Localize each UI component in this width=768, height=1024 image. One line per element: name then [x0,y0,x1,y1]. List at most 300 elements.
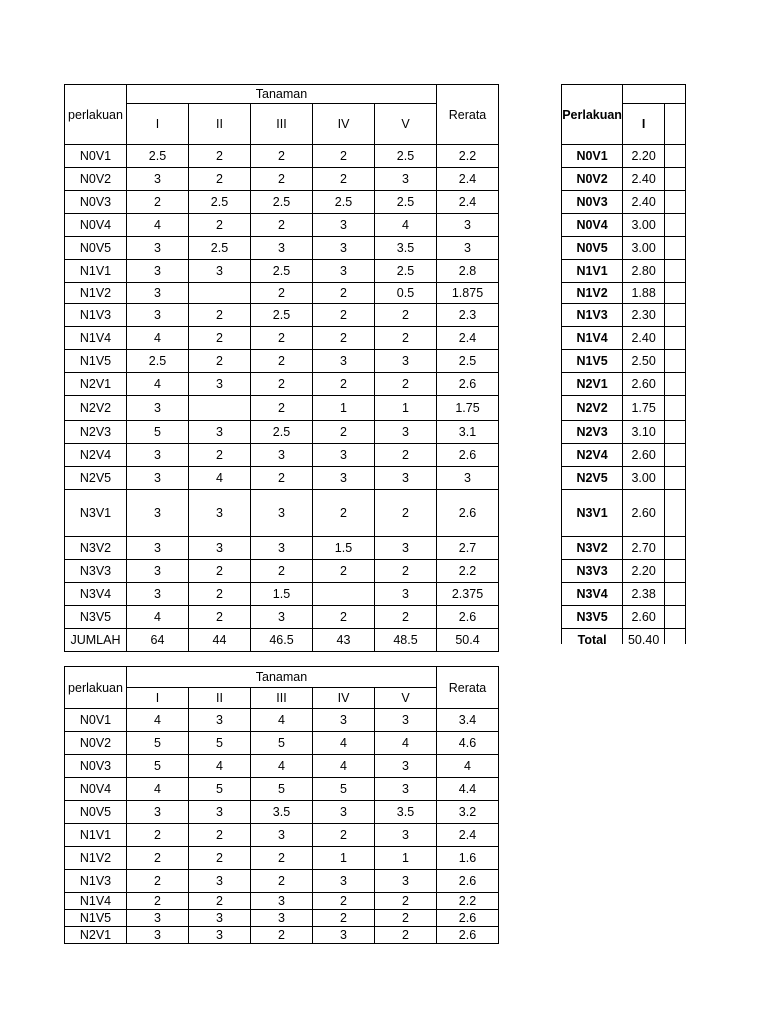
table-cell: 3 [127,396,189,421]
table-cell: 2.5 [313,191,375,214]
table-cell [189,396,251,421]
row-label: N2V1 [65,373,127,396]
table-cell: 2 [251,560,313,583]
table-cell [665,327,686,350]
table-cell: 64 [127,629,189,652]
row-label: N3V1 [562,490,623,537]
table-row [65,373,499,396]
header-col: III [251,104,313,145]
table-cell: 1 [313,847,375,870]
table-row [65,490,499,537]
table-cell: 4 [313,755,375,778]
table-cell: 3.4 [437,709,499,732]
table-cell: 3 [127,283,189,304]
row-label: N0V1 [562,145,623,168]
table-cell: 2.7 [437,537,499,560]
table-cell: 2.5 [189,191,251,214]
table-cell: 3 [189,537,251,560]
table-cell: 2 [189,560,251,583]
table-row [562,214,686,237]
table-cell [665,537,686,560]
header-perlakuan: perlakuan [65,85,127,145]
table-cell: 3 [251,824,313,847]
table-cell: 2 [375,910,437,927]
table-cell: 2 [375,893,437,910]
table-cell: 3 [127,537,189,560]
row-label: N3V5 [65,606,127,629]
table-row [65,327,499,350]
table-2-clip [561,84,686,644]
table-cell: 50.40 [623,629,665,645]
table-cell: 2.50 [623,350,665,373]
table-cell: 1.75 [437,396,499,421]
table-row [562,560,686,583]
table-row [562,304,686,327]
row-label: N2V4 [562,444,623,467]
row-label: N3V3 [562,560,623,583]
row-label: N3V3 [65,560,127,583]
table-cell: 2 [189,145,251,168]
table-row [65,304,499,327]
table-cell: 2.80 [623,260,665,283]
table-cell: 2 [251,145,313,168]
table-cell [665,304,686,327]
table-row [562,421,686,444]
table-cell: 2 [313,283,375,304]
table-cell: 3 [127,260,189,283]
row-label: N3V4 [562,583,623,606]
table-cell: 2 [375,304,437,327]
table-cell: 2 [375,606,437,629]
table-cell: 3 [313,870,375,893]
table-cell: 5 [127,732,189,755]
row-label: N1V2 [562,283,623,304]
table-cell: 2 [313,606,375,629]
table-cell: 2 [127,847,189,870]
table-cell: 3 [375,755,437,778]
table-cell: 2.4 [437,191,499,214]
table-cell: 3 [189,801,251,824]
table-cell: 2 [313,910,375,927]
table-cell: 3 [375,583,437,606]
table-cell: 2 [127,870,189,893]
table-row [65,847,499,870]
table-cell: 3 [313,214,375,237]
table-row [65,421,499,444]
table-cell: 2.20 [623,145,665,168]
table-cell: 2.5 [251,191,313,214]
row-label: N3V5 [562,606,623,629]
table-row [65,629,499,652]
row-label: N0V3 [65,191,127,214]
table-row [562,237,686,260]
table-cell [665,421,686,444]
table-cell: 2 [313,168,375,191]
table-cell: 2.5 [375,260,437,283]
table-cell: 4 [189,467,251,490]
row-label: N0V5 [562,237,623,260]
table-cell: 3.5 [251,801,313,824]
table-cell: 5 [189,732,251,755]
table-cell: 2.60 [623,444,665,467]
table-cell: 3.10 [623,421,665,444]
table-cell: 4 [437,755,499,778]
row-label: N0V2 [65,732,127,755]
table-cell: 1.88 [623,283,665,304]
table-cell: 0.5 [375,283,437,304]
table-cell: 2.6 [437,490,499,537]
table-cell: 2.4 [437,824,499,847]
table-row [562,168,686,191]
table-cell: 4 [251,755,313,778]
table-cell: 2 [313,145,375,168]
row-label: N1V3 [65,870,127,893]
table-row [562,191,686,214]
table-cell: 2 [189,847,251,870]
table-row [65,283,499,304]
table-cell: 4 [313,732,375,755]
table-cell: 2.2 [437,893,499,910]
row-label: N1V5 [562,350,623,373]
table-cell: 2 [375,327,437,350]
table-row [65,583,499,606]
table-cell: 2.2 [437,560,499,583]
table-cell: 44 [189,629,251,652]
row-label: N1V1 [562,260,623,283]
table-cell: 4 [127,373,189,396]
table-cell: 2.6 [437,606,499,629]
table-cell: 3 [189,260,251,283]
table-row [562,260,686,283]
table-row [65,778,499,801]
table-cell: 2.3 [437,304,499,327]
table-cell: 3 [437,214,499,237]
row-label: N3V2 [65,537,127,560]
table-cell [665,350,686,373]
header-col: IV [313,104,375,145]
row-label: N2V3 [65,421,127,444]
table-cell: 3 [189,927,251,944]
table-row [65,444,499,467]
row-label: Total [562,629,623,645]
table-row [65,732,499,755]
row-label: N1V3 [65,304,127,327]
table-cell: 3 [251,893,313,910]
table-cell: 3 [437,467,499,490]
header-col: I [127,688,189,709]
table-cell: 3 [251,490,313,537]
table-cell: 3 [375,870,437,893]
table-cell [665,168,686,191]
row-label: JUMLAH [65,629,127,652]
table-cell: 2 [251,283,313,304]
table-cell: 2 [251,373,313,396]
table-cell [665,145,686,168]
table-cell: 3 [189,490,251,537]
header-col: II [189,688,251,709]
header-rerata: Rerata [437,667,499,709]
table-cell: 2 [189,824,251,847]
table-2 [561,84,686,644]
table-row [562,350,686,373]
header-col: III [251,688,313,709]
header-col: II [189,104,251,145]
table-cell: 1.75 [623,396,665,421]
table-cell: 2 [251,870,313,893]
table-cell [665,396,686,421]
table-cell: 3 [127,801,189,824]
table-cell: 2 [313,893,375,910]
table-cell: 2 [313,304,375,327]
table-cell: 2.8 [437,260,499,283]
table-cell: 3 [313,467,375,490]
table-cell: 2.2 [437,145,499,168]
row-label: N1V4 [562,327,623,350]
table-cell: 4 [251,709,313,732]
table-cell: 1.875 [437,283,499,304]
table-cell: 3.2 [437,801,499,824]
row-label: N0V5 [65,237,127,260]
table-cell [665,444,686,467]
row-label: N1V1 [65,260,127,283]
table-cell: 1.6 [437,847,499,870]
table-cell: 2 [313,490,375,537]
table-cell: 2.5 [251,304,313,327]
table-cell: 3 [251,606,313,629]
table-cell: 48.5 [375,629,437,652]
table-cell [665,560,686,583]
row-label: N0V4 [65,214,127,237]
table-cell: 3.00 [623,214,665,237]
table-cell: 3 [313,927,375,944]
table-row [562,606,686,629]
table-row [562,629,686,645]
table-cell: 3.5 [375,801,437,824]
table-cell [189,283,251,304]
table-row [562,396,686,421]
table-cell [665,373,686,396]
row-label: N2V1 [65,927,127,944]
table-cell [665,283,686,304]
table-cell: 3 [189,373,251,396]
table-row [65,927,499,944]
table-cell: 2 [127,191,189,214]
table-row [65,168,499,191]
header-col: V [375,688,437,709]
table-cell: 2.60 [623,373,665,396]
table-cell: 3 [313,709,375,732]
table-cell [665,214,686,237]
table-cell: 2 [375,373,437,396]
row-label: N1V2 [65,847,127,870]
table-row [562,327,686,350]
header-blank [623,85,686,104]
table-cell: 46.5 [251,629,313,652]
table-cell: 2 [189,606,251,629]
table-cell: 3.1 [437,421,499,444]
table-row [65,214,499,237]
table-cell: 2 [189,214,251,237]
table-cell: 2.5 [375,191,437,214]
table-cell: 2.5 [375,145,437,168]
table-cell: 2 [189,168,251,191]
table-cell: 2 [251,927,313,944]
table-cell: 3 [313,260,375,283]
table-cell: 2.5 [127,350,189,373]
row-label: N1V3 [562,304,623,327]
table-row [65,824,499,847]
table-cell: 2 [251,214,313,237]
table-cell: 4.6 [437,732,499,755]
row-label: N2V4 [65,444,127,467]
table-row [562,283,686,304]
table-cell: 3 [375,537,437,560]
table-cell: 2 [313,560,375,583]
table-cell: 2.5 [127,145,189,168]
table-cell: 3 [375,350,437,373]
row-label: N2V2 [562,396,623,421]
table-row [562,444,686,467]
table-cell: 1 [375,396,437,421]
table-cell: 2 [375,927,437,944]
table-row [65,801,499,824]
table-cell: 2.60 [623,606,665,629]
table-cell: 1.5 [313,537,375,560]
table-cell: 2.40 [623,191,665,214]
table-cell: 3 [375,421,437,444]
table-row [65,350,499,373]
table-cell: 3 [127,237,189,260]
table-cell: 3 [127,168,189,191]
table-cell: 43 [313,629,375,652]
table-cell: 2 [313,327,375,350]
table-cell: 3 [437,237,499,260]
table-cell: 2.6 [437,373,499,396]
table-row [562,490,686,537]
row-label: N0V5 [65,801,127,824]
row-label: N0V3 [562,191,623,214]
table-cell: 2 [251,847,313,870]
table-1 [64,84,499,652]
table-cell: 4 [127,327,189,350]
header-tanaman: Tanaman [127,667,437,688]
table-cell: 4 [127,214,189,237]
table-cell: 3 [189,870,251,893]
table-cell: 5 [313,778,375,801]
table-cell: 5 [251,732,313,755]
table-row [562,583,686,606]
table-cell: 2.4 [437,168,499,191]
header-row [65,104,499,145]
row-label: N3V2 [562,537,623,560]
table-cell: 2.5 [251,421,313,444]
row-label: N0V1 [65,709,127,732]
table-row [65,396,499,421]
row-label: N2V5 [65,467,127,490]
header-perlakuan: Perlakuan [562,85,623,145]
table-cell: 2.70 [623,537,665,560]
table-row [65,755,499,778]
table-cell: 5 [127,755,189,778]
table-cell [665,583,686,606]
row-label: N0V2 [562,168,623,191]
row-label: N2V2 [65,396,127,421]
table-cell [313,583,375,606]
table-cell: 3 [127,583,189,606]
table-cell: 2 [127,824,189,847]
table-row [65,260,499,283]
header-col: V [375,104,437,145]
table-cell: 3 [189,421,251,444]
table-cell: 2.5 [189,237,251,260]
table-cell: 3 [127,304,189,327]
header-row [65,688,499,709]
table-cell: 1.5 [251,583,313,606]
table-cell: 3 [251,537,313,560]
table-row [65,467,499,490]
table-cell: 2 [189,583,251,606]
table-cell: 3 [313,444,375,467]
table-cell: 3.5 [375,237,437,260]
header-rerata: Rerata [437,85,499,145]
table-cell: 2 [189,893,251,910]
table-cell: 3 [127,910,189,927]
table-cell: 2 [375,560,437,583]
header-row [65,85,499,104]
row-label: N2V1 [562,373,623,396]
table-row [65,560,499,583]
table-cell: 2.20 [623,560,665,583]
row-label: N1V4 [65,327,127,350]
table-cell: 3 [251,910,313,927]
table-cell: 2.6 [437,444,499,467]
row-label: N1V2 [65,283,127,304]
table-cell: 2.375 [437,583,499,606]
table-cell: 3 [251,237,313,260]
table-cell: 2.6 [437,910,499,927]
table-cell: 3 [189,709,251,732]
table-cell: 2 [313,421,375,444]
table-row [562,537,686,560]
table-row [65,145,499,168]
row-label: N2V5 [562,467,623,490]
row-label: N0V2 [65,168,127,191]
table-cell: 50.4 [437,629,499,652]
table-cell: 2.38 [623,583,665,606]
table-cell: 2 [251,467,313,490]
table-cell: 4 [127,778,189,801]
table-cell: 1 [313,396,375,421]
header-col: I [623,104,665,145]
row-label: N0V1 [65,145,127,168]
table-cell: 3 [375,778,437,801]
header-perlakuan: perlakuan [65,667,127,709]
table-cell: 3 [127,467,189,490]
table-cell: 3 [375,467,437,490]
table-row [65,237,499,260]
header-row [65,667,499,688]
table-cell [665,606,686,629]
table-cell: 5 [127,421,189,444]
table-row [65,191,499,214]
table-cell: 2 [189,327,251,350]
row-label: N1V5 [65,350,127,373]
table-cell [665,467,686,490]
table-cell: 2 [189,444,251,467]
table-cell: 3 [251,444,313,467]
table-cell: 2.6 [437,870,499,893]
table-cell: 2.4 [437,327,499,350]
